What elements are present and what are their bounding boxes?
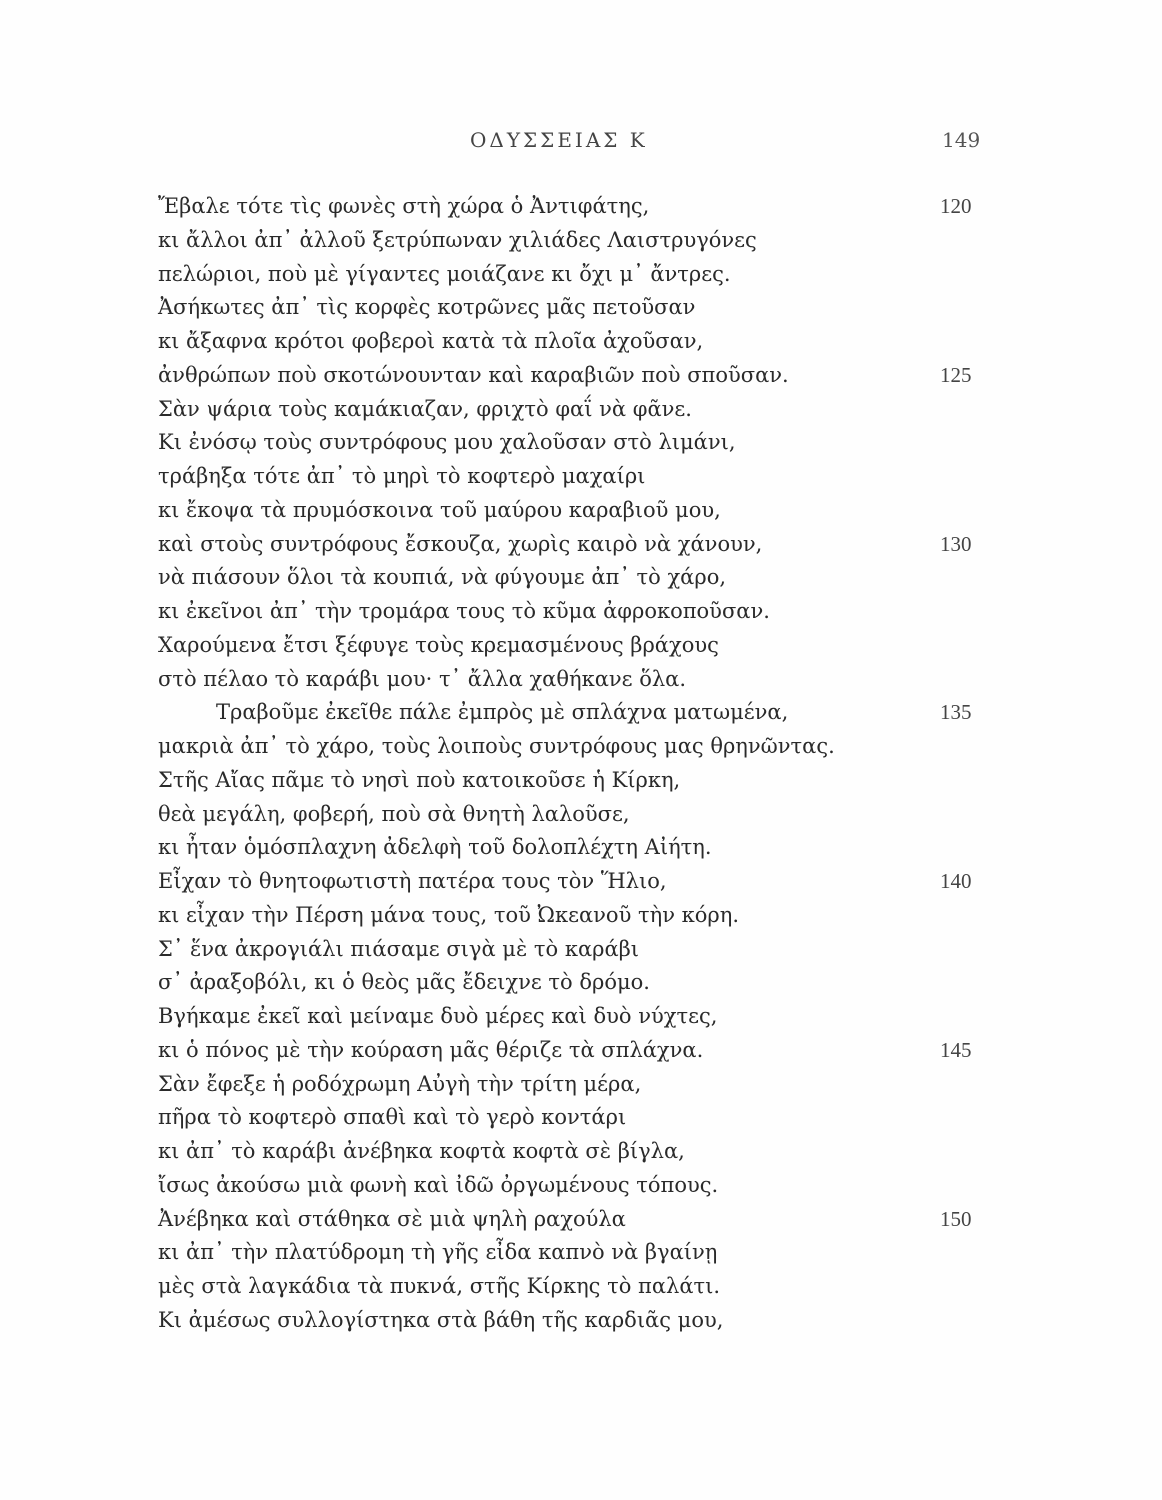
verse-line (158, 595, 1018, 629)
verse-line (158, 933, 1018, 967)
verse-line (158, 1304, 1018, 1338)
line-number: 140 (940, 869, 972, 893)
verse-text: μακριὰ ἀπ᾿ τὸ χάρο, τοὺς λοιποὺς συντρόφους μας θρηνῶντας. (158, 734, 835, 758)
verse-text: πῆρα τὸ κοφτερὸ σπαθὶ καὶ τὸ γερὸ κοντάρι (158, 1105, 627, 1130)
poem-body (158, 190, 1018, 1338)
verse-text: θεὰ μεγάλη, φοβερή, ποὺ σὰ θνητὴ λαλοῦσε, (158, 801, 630, 826)
line-number: 150 (940, 1206, 972, 1231)
verse-text: Τραβοῦμε ἐκεῖθε πάλε ἐμπρὸς μὲ σπλάχνα ματωμένα, (216, 700, 789, 725)
line-number: 135 (940, 700, 972, 725)
verse-line (158, 1101, 1018, 1135)
verse-text: σ᾿ ἀραξοβόλι, κι ὁ θεὸς μᾶς ἔδειχνε τὸ δρόμο. (158, 970, 650, 995)
verse-line (158, 1203, 1018, 1237)
verse-line (158, 831, 1018, 865)
page-header (0, 128, 1162, 162)
line-number: 120 (940, 194, 972, 218)
line-number: 130 (940, 531, 972, 556)
verse-text: νὰ πιάσουν ὅλοι τὰ κουπιά, νὰ φύγουμε ἀπ᾿ τὸ χάρο, (158, 565, 727, 590)
line-number: 145 (940, 1037, 972, 1062)
verse-line (158, 393, 1018, 427)
verse-line (158, 629, 1018, 663)
verse-line (158, 1135, 1018, 1169)
verse-text: κι ἀπ᾿ τὸ καράβι ἀνέβηκα κοφτὰ κοφτὰ σὲ βίγλα, (158, 1139, 685, 1163)
line-number: 125 (940, 362, 972, 387)
verse-text: Βγήκαμε ἐκεῖ καὶ μείναμε δυὸ μέρες καὶ δυὸ νύχτες, (158, 1004, 718, 1028)
verse-line (158, 528, 1018, 562)
verse-text: Σὰν ψάρια τοὺς καμάκιαζαν, φριχτὸ φαΐ νὰ φᾶνε. (158, 396, 692, 421)
verse-text: Κι ἐνόσῳ τοὺς συντρόφους μου χαλοῦσαν στὸ λιμάνι, (158, 430, 736, 455)
verse-line (158, 359, 1018, 393)
verse-line (158, 865, 1018, 899)
verse-text: κι ἔκοψα τὰ πρυμόσκοινα τοῦ μαύρου καραβιοῦ μου, (158, 497, 721, 522)
page-number: 149 (942, 128, 981, 152)
verse-line (158, 966, 1018, 1000)
verse-line (158, 1270, 1018, 1304)
verse-text: μὲς στὰ λαγκάδια τὰ πυκνά, στῆς Κίρκης τὸ παλάτι. (158, 1274, 721, 1298)
verse-line (158, 1000, 1018, 1034)
verse-line (158, 460, 1018, 494)
verse-line (158, 1068, 1018, 1102)
verse-line (158, 764, 1018, 798)
verse-line (158, 1236, 1018, 1270)
verse-text: κι ἀπ᾿ τὴν πλατύδρομη τὴ γῆς εἶδα καπνὸ νὰ βγαίνῃ (158, 1240, 718, 1265)
verse-line (158, 224, 1018, 258)
verse-text: κι εἶχαν τὴν Πέρση μάνα τους, τοῦ Ὠκεανοῦ τὴν κόρη. (158, 902, 740, 927)
verse-text: Στῆς Αἴας πᾶμε τὸ νησὶ ποὺ κατοικοῦσε ἡ Κίρκη, (158, 767, 681, 792)
verse-text: Κι ἀμέσως συλλογίστηκα στὰ βάθη τῆς καρδιᾶς μου, (158, 1307, 724, 1332)
verse-line (158, 325, 1018, 359)
verse-text: Εἶχαν τὸ θνητοφωτιστὴ πατέρα τους τὸν Ἥλιο, (158, 869, 667, 893)
running-title: ΟΔΥΣΣΕΙΑΣ Κ (470, 128, 648, 152)
verse-line (158, 798, 1018, 832)
verse-text: Ἔβαλε τότε τὶς φωνὲς στὴ χώρα ὁ Ἀντιφάτης, (158, 194, 650, 218)
verse-text: Σὰν ἔφεξε ἡ ροδόχρωμη Αὐγὴ τὴν τρίτη μέρα, (158, 1071, 642, 1096)
verse-text: στὸ πέλαο τὸ καράβι μου· τ᾿ ἄλλα χαθήκανε ὅλα. (158, 666, 687, 691)
verse-text: Χαρούμενα ἔτσι ξέφυγε τοὺς κρεμασμένους βράχους (158, 632, 719, 657)
verse-line (158, 561, 1018, 595)
verse-text: κι ἦταν ὁμόσπλαχνη ἀδελφὴ τοῦ δολοπλέχτη Αἰήτη. (158, 835, 712, 860)
verse-text: Σ᾿ ἕνα ἀκρογιάλι πιάσαμε σιγὰ μὲ τὸ καράβι (158, 936, 640, 961)
verse-text: κι ἐκεῖνοι ἀπ᾿ τὴν τρομάρα τους τὸ κῦμα ἀφροκοποῦσαν. (158, 599, 770, 623)
verse-line (158, 258, 1018, 292)
verse-text: Ἀσήκωτες ἀπ᾿ τὶς κορφὲς κοτρῶνες μᾶς πετοῦσαν (158, 295, 696, 320)
verse-line (158, 899, 1018, 933)
verse-text: ἀνθρώπων ποὺ σκοτώνουνταν καὶ καραβιῶν ποὺ σποῦσαν. (158, 362, 789, 387)
verse-text: τράβηξα τότε ἀπ᾿ τὸ μηρὶ τὸ κοφτερὸ μαχαίρι (158, 464, 646, 488)
verse-text: Ἀνέβηκα καὶ στάθηκα σὲ μιὰ ψηλὴ ραχούλα (158, 1206, 626, 1231)
verse-line (158, 696, 1018, 730)
verse-line (158, 730, 1018, 764)
verse-line (158, 1169, 1018, 1203)
verse-text: κι ἄξαφνα κρότοι φοβεροὶ κατὰ τὰ πλοῖα ἀχοῦσαν, (158, 329, 704, 353)
verse-text: κι ἄλλοι ἀπ᾿ ἀλλοῦ ξετρύπωναν χιλιάδες Λαιστρυγόνες (158, 227, 757, 252)
verse-line (158, 1034, 1018, 1068)
verse-text: ἴσως ἀκούσω μιὰ φωνὴ καὶ ἰδῶ ὀργωμένους τόπους. (158, 1172, 719, 1197)
verse-line (158, 190, 1018, 224)
verse-line (158, 494, 1018, 528)
verse-line (158, 426, 1018, 460)
verse-text: καὶ στοὺς συντρόφους ἔσκουζα, χωρὶς καιρὸ νὰ χάνουν, (158, 531, 763, 556)
verse-line (158, 663, 1018, 697)
verse-text: πελώριοι, ποὺ μὲ γίγαντες μοιάζανε κι ὄχι μ᾿ ἄντρες. (158, 261, 731, 286)
verse-line (158, 291, 1018, 325)
verse-text: κι ὁ πόνος μὲ τὴν κούραση μᾶς θέριζε τὰ σπλάχνα. (158, 1037, 704, 1062)
